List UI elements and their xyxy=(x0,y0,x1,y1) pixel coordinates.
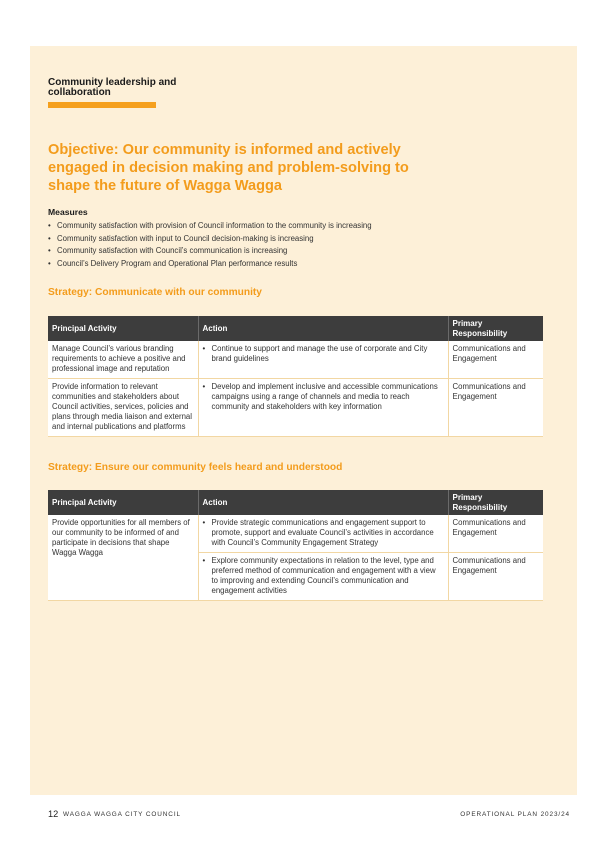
action-bullet: • Explore community expectations in relation to the level, type and preferred method of communication and engagement with a view to improving and extending Council’s communication and engagement activities xyxy=(203,556,444,596)
table-row xyxy=(48,515,543,553)
strategy-1-heading: Strategy: Communicate with our community xyxy=(48,287,262,298)
action-bullet: • Develop and implement inclusive and accessible communications campaigns using a range of channels and media to reach community and stakeholders with key information xyxy=(203,382,444,412)
action-cell xyxy=(198,379,448,437)
responsibility-cell: Communications and Engagement xyxy=(448,341,543,379)
activity-cell: Provide information to relevant communities and stakeholders about Council activities, services, policies and plans through media liaison and external and internal publications and platforms xyxy=(48,379,198,437)
table-row xyxy=(48,379,543,437)
activity-cell: Manage Council’s various branding requirements to achieve a positive and professional image and reputation xyxy=(48,341,198,379)
measures-list xyxy=(48,220,558,270)
action-cell xyxy=(198,341,448,379)
header-action: Action xyxy=(198,316,448,341)
header-principal-activity: Principal Activity xyxy=(48,490,198,515)
table-header-row xyxy=(48,490,543,515)
table-header-row xyxy=(48,316,543,341)
strategy-1-table xyxy=(48,316,543,437)
action-cell xyxy=(198,553,448,601)
measure-item: • Community satisfaction with Council’s communication is increasing xyxy=(48,245,558,258)
page-number: 12 xyxy=(48,809,59,819)
objective-heading: Objective: Our community is informed and actively engaged in decision making and problem-solving to shape the future of Wagga Wagga xyxy=(48,142,409,194)
header-primary-responsibility: Primary Responsibility xyxy=(448,490,543,515)
activity-cell: Provide opportunities for all members of our community to be informed of and participate in decisions that shape Wagga Wagga xyxy=(48,515,198,601)
page-panel xyxy=(30,46,577,795)
measure-item: • Council’s Delivery Program and Operational Plan performance results xyxy=(48,258,558,271)
table-row xyxy=(48,341,543,379)
header-action: Action xyxy=(198,490,448,515)
measure-item: • Community satisfaction with input to Council decision-making is increasing xyxy=(48,233,558,246)
responsibility-cell: Communications and Engagement xyxy=(448,379,543,437)
header-primary-responsibility: Primary Responsibility xyxy=(448,316,543,341)
strategy-2-table xyxy=(48,490,543,601)
measures-title: Measures xyxy=(48,207,88,217)
action-cell xyxy=(198,515,448,553)
footer-organisation: WAGGA WAGGA CITY COUNCIL xyxy=(63,811,181,818)
section-accent-bar xyxy=(48,102,156,108)
responsibility-cell: Communications and Engagement xyxy=(448,553,543,601)
measure-item: • Community satisfaction with provision of Council information to the community is increasing xyxy=(48,220,558,233)
strategy-2-heading: Strategy: Ensure our community feels heard and understood xyxy=(48,462,343,473)
header-principal-activity: Principal Activity xyxy=(48,316,198,341)
section-tag: Community leadership and collaboration xyxy=(48,77,177,98)
footer-document-title: OPERATIONAL PLAN 2023/24 xyxy=(460,811,570,818)
action-bullet: • Provide strategic communications and engagement support to promote, support and evaluate Council’s activities in accordance with Council’s Community Engagement Strategy xyxy=(203,518,444,548)
responsibility-cell: Communications and Engagement xyxy=(448,515,543,553)
action-bullet: • Continue to support and manage the use of corporate and City brand guidelines xyxy=(203,344,444,364)
